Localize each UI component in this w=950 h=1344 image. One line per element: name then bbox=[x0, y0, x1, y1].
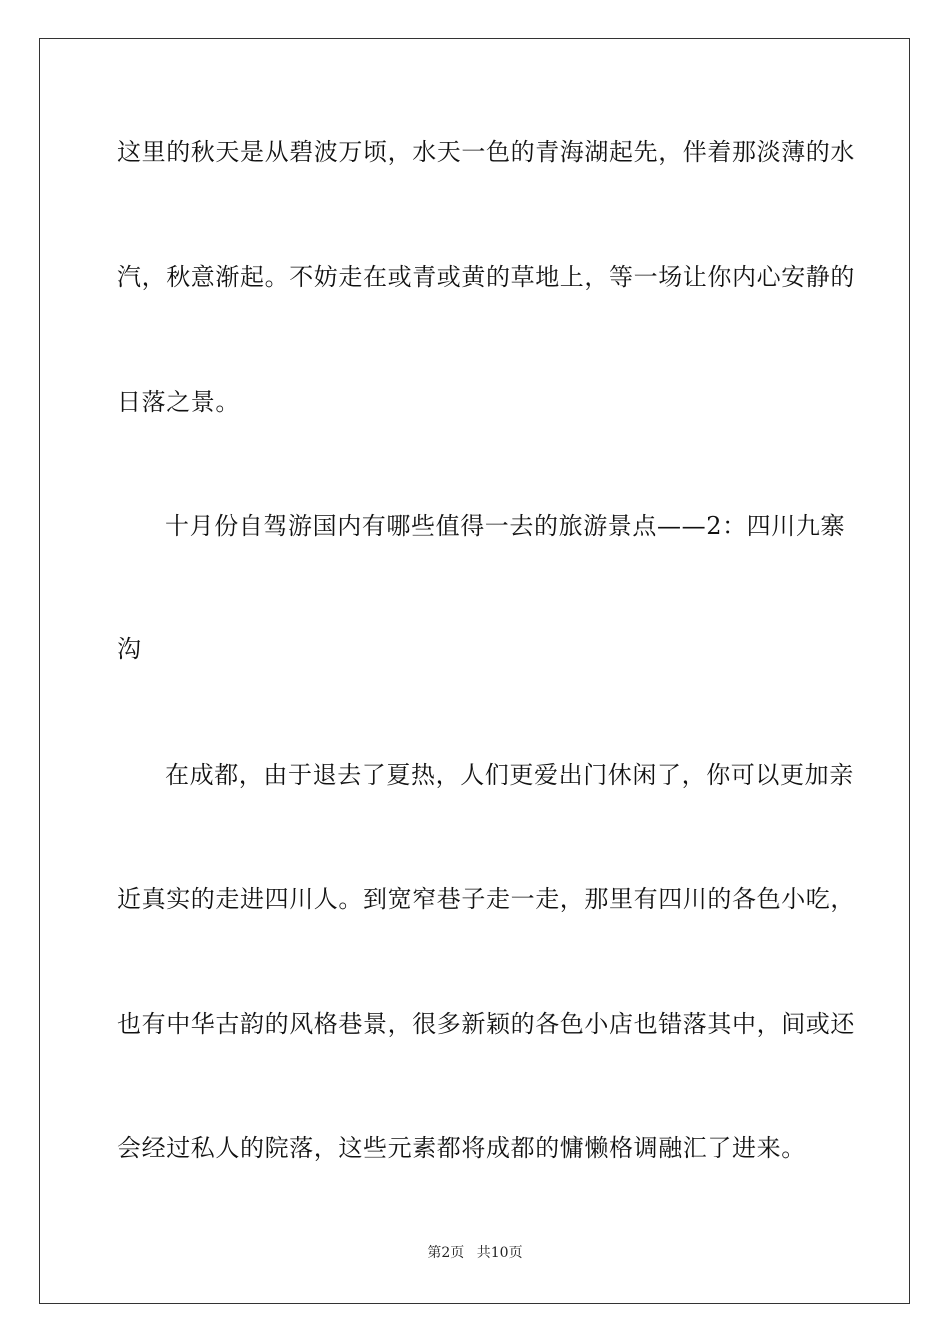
page-footer bbox=[0, 1244, 950, 1262]
paragraph-2-line-3: 也有中华古韵的风格巷景，很多新颖的各色小店也错落其中，间或还 bbox=[117, 1010, 855, 1038]
paragraph-2-line-4: 会经过私人的院落，这些元素都将成都的慵懒格调融汇了进来。 bbox=[117, 1134, 806, 1162]
paragraph-1-line-3: 日落之景。 bbox=[117, 388, 240, 416]
paragraph-2-line-1: 在成都，由于退去了夏热，人们更爱出门休闲了，你可以更加亲 bbox=[165, 761, 854, 789]
paragraph-2-line-2: 近真实的走进四川人。到宽窄巷子走一走，那里有四川的各色小吃， bbox=[117, 885, 855, 913]
total-pages: 共10页 bbox=[476, 1245, 523, 1261]
page-number: 第2页 bbox=[427, 1245, 465, 1261]
paragraph-1-line-2: 汽，秋意渐起。不妨走在或青或黄的草地上，等一场让你内心安静的 bbox=[117, 263, 855, 291]
section-heading-line-1: 十月份自驾游国内有哪些值得一去的旅游景点——2：四川九寨 bbox=[165, 512, 846, 540]
section-heading-line-2: 沟 bbox=[117, 635, 142, 663]
paragraph-1-line-1: 这里的秋天是从碧波万顷，水天一色的青海湖起先，伴着那淡薄的水 bbox=[117, 138, 855, 166]
page-border bbox=[39, 38, 910, 1304]
